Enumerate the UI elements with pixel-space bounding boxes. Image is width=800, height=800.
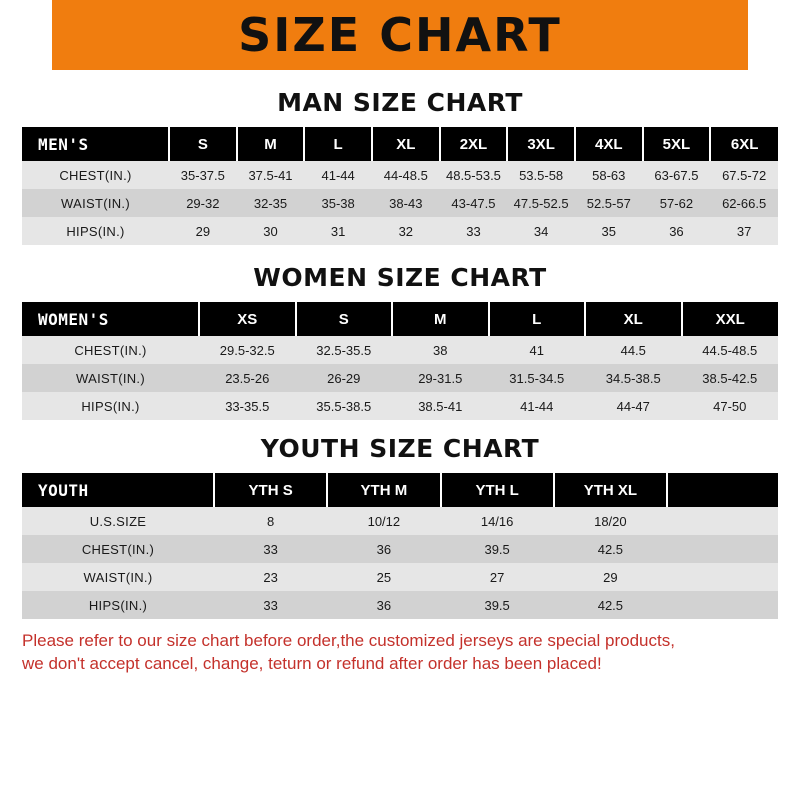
table-men-col-4: 2XL bbox=[440, 127, 508, 161]
cell: 57-62 bbox=[643, 189, 711, 217]
table-women bbox=[22, 302, 778, 420]
cell-empty bbox=[667, 535, 778, 563]
cell: 42.5 bbox=[554, 591, 667, 619]
table-youth-col-1: YTH M bbox=[327, 473, 440, 507]
cell: 63-67.5 bbox=[643, 161, 711, 189]
cell: 32 bbox=[372, 217, 440, 245]
cell: 29-31.5 bbox=[392, 364, 489, 392]
table-header-row bbox=[22, 127, 778, 161]
table-youth-head bbox=[22, 473, 778, 507]
cell: 47.5-52.5 bbox=[507, 189, 575, 217]
row-label: HIPS(IN.) bbox=[22, 591, 214, 619]
header-banner bbox=[0, 0, 800, 70]
cell: 53.5-58 bbox=[507, 161, 575, 189]
table-women-corner: WOMEN'S bbox=[22, 302, 199, 336]
row-label: U.S.SIZE bbox=[22, 507, 214, 535]
footer-note-line-2: we don't accept cancel, change, teturn or refund after order has been placed! bbox=[22, 654, 602, 674]
table-men bbox=[22, 127, 778, 245]
cell: 14/16 bbox=[441, 507, 554, 535]
cell: 32-35 bbox=[237, 189, 305, 217]
cell: 44-48.5 bbox=[372, 161, 440, 189]
cell: 32.5-35.5 bbox=[296, 336, 393, 364]
table-youth bbox=[22, 473, 778, 619]
table-youth-col-2: YTH L bbox=[441, 473, 554, 507]
cell: 27 bbox=[441, 563, 554, 591]
cell: 38.5-42.5 bbox=[682, 364, 779, 392]
table-men-col-1: M bbox=[237, 127, 305, 161]
cell: 25 bbox=[327, 563, 440, 591]
table-youth-body bbox=[22, 507, 778, 619]
section-title-youth: YOUTH SIZE CHART bbox=[260, 434, 540, 463]
table-men-col-3: XL bbox=[372, 127, 440, 161]
table-youth-col-3: YTH XL bbox=[554, 473, 667, 507]
cell: 44-47 bbox=[585, 392, 682, 420]
cell: 52.5-57 bbox=[575, 189, 643, 217]
cell: 42.5 bbox=[554, 535, 667, 563]
table-women-col-4: XL bbox=[585, 302, 682, 336]
cell-empty bbox=[667, 591, 778, 619]
cell: 36 bbox=[327, 535, 440, 563]
table-women-col-0: XS bbox=[199, 302, 296, 336]
row-label: WAIST(IN.) bbox=[22, 364, 199, 392]
cell: 58-63 bbox=[575, 161, 643, 189]
cell: 34 bbox=[507, 217, 575, 245]
table-men-col-5: 3XL bbox=[507, 127, 575, 161]
cell: 33-35.5 bbox=[199, 392, 296, 420]
table-row bbox=[22, 507, 778, 535]
cell: 29 bbox=[554, 563, 667, 591]
table-header-row bbox=[22, 302, 778, 336]
table-row bbox=[22, 161, 778, 189]
cell: 35-38 bbox=[304, 189, 372, 217]
cell: 37.5-41 bbox=[237, 161, 305, 189]
table-men-col-6: 4XL bbox=[575, 127, 643, 161]
cell: 38-43 bbox=[372, 189, 440, 217]
cell: 35.5-38.5 bbox=[296, 392, 393, 420]
cell: 33 bbox=[440, 217, 508, 245]
cell: 23.5-26 bbox=[199, 364, 296, 392]
cell: 39.5 bbox=[441, 591, 554, 619]
table-youth-col-spacer bbox=[667, 473, 778, 507]
row-label: WAIST(IN.) bbox=[22, 189, 169, 217]
cell: 67.5-72 bbox=[710, 161, 778, 189]
cell-empty bbox=[667, 507, 778, 535]
table-row bbox=[22, 591, 778, 619]
cell: 35 bbox=[575, 217, 643, 245]
table-women-col-1: S bbox=[296, 302, 393, 336]
table-women-body bbox=[22, 336, 778, 420]
section-men bbox=[0, 88, 800, 245]
cell: 36 bbox=[643, 217, 711, 245]
cell: 37 bbox=[710, 217, 778, 245]
cell: 41 bbox=[489, 336, 586, 364]
table-men-col-0: S bbox=[169, 127, 237, 161]
section-women bbox=[0, 263, 800, 420]
table-men-col-2: L bbox=[304, 127, 372, 161]
table-row bbox=[22, 217, 778, 245]
row-label: HIPS(IN.) bbox=[22, 392, 199, 420]
section-title-men: MAN SIZE CHART bbox=[277, 88, 523, 117]
table-women-col-3: L bbox=[489, 302, 586, 336]
cell: 33 bbox=[214, 535, 327, 563]
cell: 29 bbox=[169, 217, 237, 245]
table-row bbox=[22, 535, 778, 563]
table-row bbox=[22, 189, 778, 217]
row-label: CHEST(IN.) bbox=[22, 336, 199, 364]
table-row bbox=[22, 392, 778, 420]
cell: 62-66.5 bbox=[710, 189, 778, 217]
cell: 33 bbox=[214, 591, 327, 619]
footer-note bbox=[0, 619, 800, 676]
table-header-row bbox=[22, 473, 778, 507]
cell: 43-47.5 bbox=[440, 189, 508, 217]
cell: 44.5 bbox=[585, 336, 682, 364]
cell: 48.5-53.5 bbox=[440, 161, 508, 189]
cell: 23 bbox=[214, 563, 327, 591]
table-men-body bbox=[22, 161, 778, 245]
cell: 38 bbox=[392, 336, 489, 364]
cell: 26-29 bbox=[296, 364, 393, 392]
cell: 8 bbox=[214, 507, 327, 535]
footer-note-line-1: Please refer to our size chart before order,the customized jerseys are special products, bbox=[22, 631, 675, 650]
table-women-col-5: XXL bbox=[682, 302, 779, 336]
cell: 35-37.5 bbox=[169, 161, 237, 189]
table-men-corner: MEN'S bbox=[22, 127, 169, 161]
table-row bbox=[22, 563, 778, 591]
row-label: WAIST(IN.) bbox=[22, 563, 214, 591]
cell: 30 bbox=[237, 217, 305, 245]
cell: 41-44 bbox=[489, 392, 586, 420]
cell: 36 bbox=[327, 591, 440, 619]
cell: 18/20 bbox=[554, 507, 667, 535]
cell: 31.5-34.5 bbox=[489, 364, 586, 392]
cell: 29-32 bbox=[169, 189, 237, 217]
cell: 10/12 bbox=[327, 507, 440, 535]
table-men-col-8: 6XL bbox=[710, 127, 778, 161]
table-women-col-2: M bbox=[392, 302, 489, 336]
cell: 29.5-32.5 bbox=[199, 336, 296, 364]
cell: 38.5-41 bbox=[392, 392, 489, 420]
table-youth-corner: YOUTH bbox=[22, 473, 214, 507]
section-title-women: WOMEN SIZE CHART bbox=[253, 263, 547, 292]
cell: 44.5-48.5 bbox=[682, 336, 779, 364]
row-label: CHEST(IN.) bbox=[22, 161, 169, 189]
table-women-head bbox=[22, 302, 778, 336]
cell: 31 bbox=[304, 217, 372, 245]
table-youth-col-0: YTH S bbox=[214, 473, 327, 507]
row-label: HIPS(IN.) bbox=[22, 217, 169, 245]
table-row bbox=[22, 336, 778, 364]
row-label: CHEST(IN.) bbox=[22, 535, 214, 563]
cell: 41-44 bbox=[304, 161, 372, 189]
cell: 39.5 bbox=[441, 535, 554, 563]
table-men-col-7: 5XL bbox=[643, 127, 711, 161]
cell: 47-50 bbox=[682, 392, 779, 420]
table-row bbox=[22, 364, 778, 392]
page-title: SIZE CHART bbox=[238, 8, 562, 62]
cell: 34.5-38.5 bbox=[585, 364, 682, 392]
section-youth bbox=[0, 434, 800, 619]
table-men-head bbox=[22, 127, 778, 161]
cell-empty bbox=[667, 563, 778, 591]
